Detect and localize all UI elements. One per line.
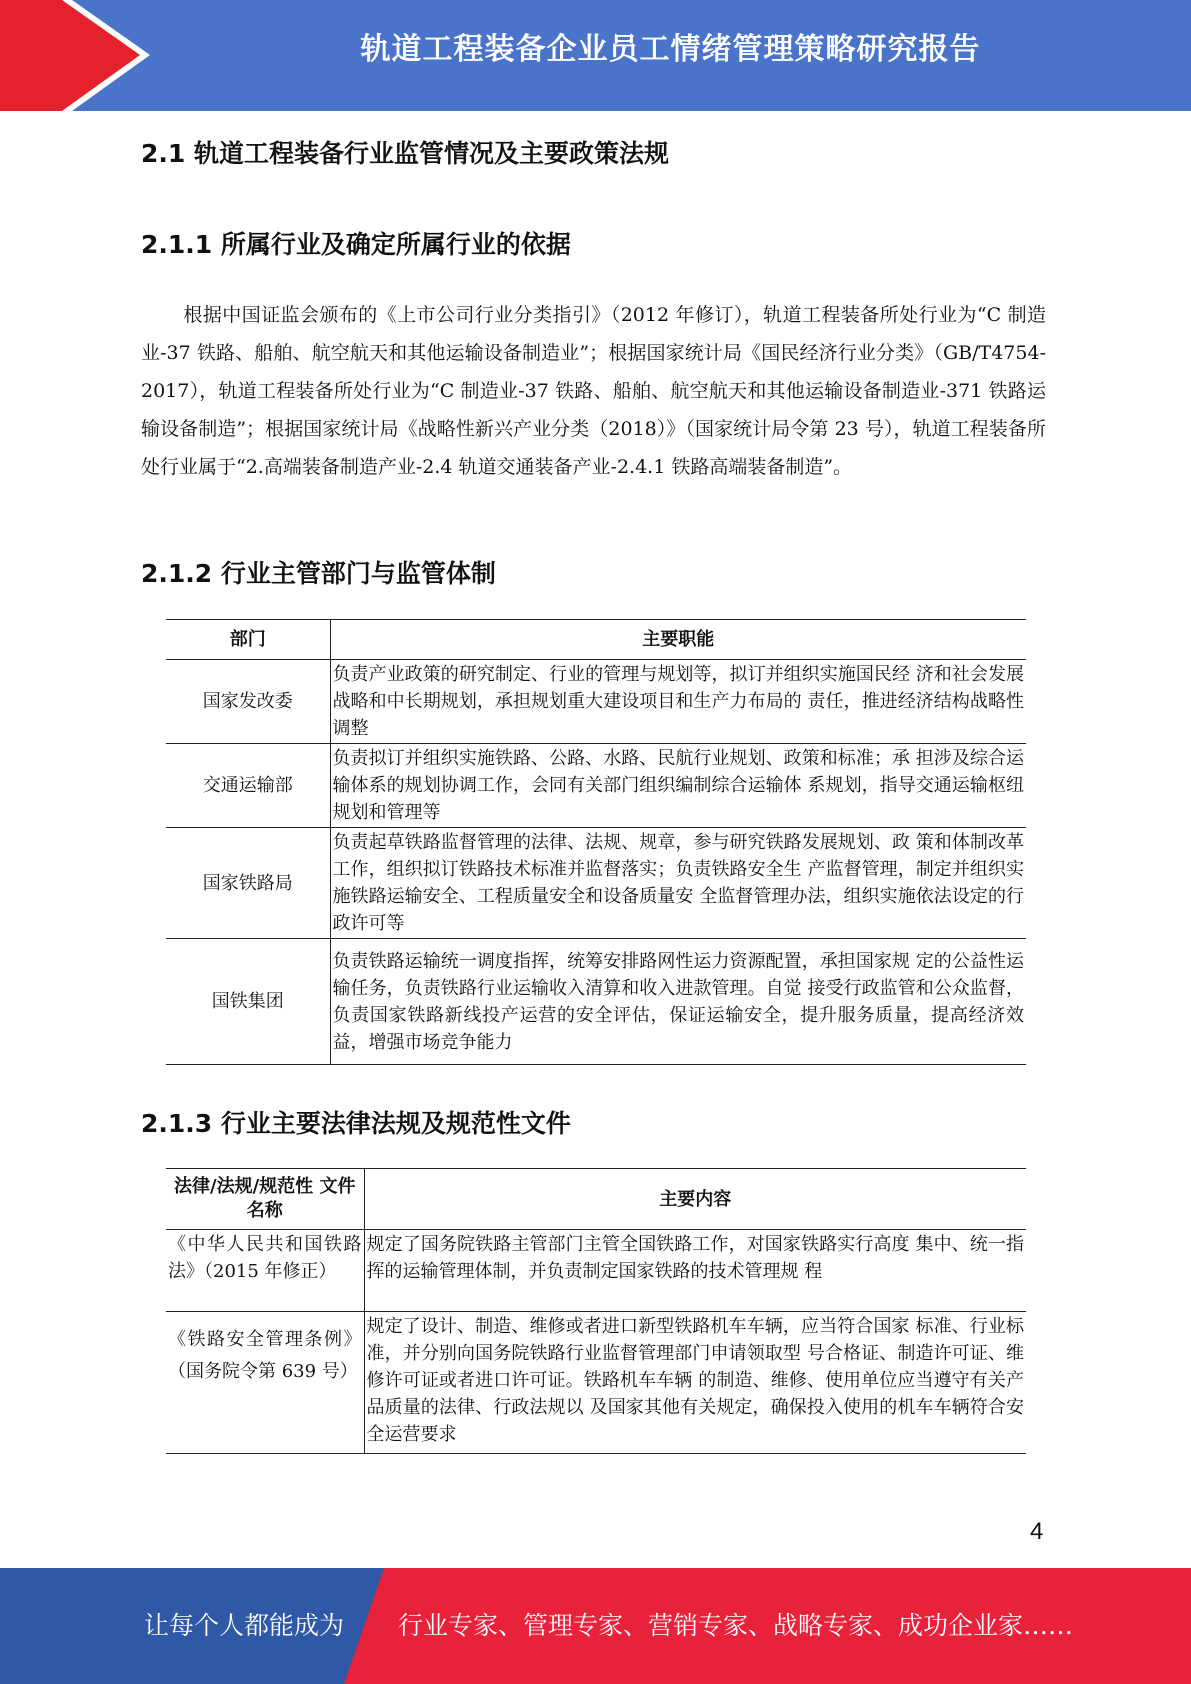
department-functions: 负责产业政策的研究制定、行业的管理与规划等，拟订并组织实施国民经 济和社会发展战略和中长期规划，承担规划重大建设项目和生产力布局的 责任，推进经济结构战略性调整 xyxy=(330,660,1026,744)
section-heading-2-1-2: 2.1.2 行业主管部门与监管体制 xyxy=(141,559,496,588)
page-header xyxy=(0,0,1191,111)
department-name: 国家铁路局 xyxy=(166,828,330,939)
department-name: 国家发改委 xyxy=(166,660,330,744)
table-row xyxy=(166,828,1026,939)
footer-slogan-left: 让每个人都能成为 xyxy=(144,1611,345,1640)
header-department: 部门 xyxy=(166,620,330,660)
law-name: 《铁路安全管理条例》（国务院令第 639 号） xyxy=(166,1312,364,1454)
table-header-row xyxy=(166,1169,1026,1230)
table-row xyxy=(166,744,1026,828)
footer-slogan-right: 行业专家、管理专家、营销专家、战略专家、成功企业家…… xyxy=(398,1611,1074,1640)
regulatory-departments-table xyxy=(166,619,1026,1065)
industry-classification-paragraph xyxy=(141,296,1046,486)
law-name: 《中华人民共和国铁路法》（2015 年修正） xyxy=(166,1230,364,1312)
table-row xyxy=(166,660,1026,744)
paragraph-text: 根据中国证监会颁布的《上市公司行业分类指引》（2012 年修订），轨道工程装备所处行业为“C 制造业-37 铁路、船舶、航空航天和其他运输设备制造业”；根据国家统计局《国民经济行业分类》（GB/T4754-2017），轨道工程装备所处行业为“C 制造业-37 铁路、船舶、航空航天和其他运输设备制造业-371 铁路运输设备制造”；根据国家统计局《战略性新兴产业分类（2018）》（国家统计局令第 23 号），轨道工程装备所处行业属于“2.高端装备制造产业-2.4 轨道交通装备产业-2.4.1 铁路高端装备制造”。 xyxy=(141,304,1046,478)
laws-regulations-table xyxy=(166,1168,1026,1454)
department-functions: 负责拟订并组织实施铁路、公路、水路、民航行业规划、政策和标准；承 担涉及综合运输体系的规划协调工作，会同有关部门组织编制综合运输体 系规划，指导交通运输枢纽规划和管理等 xyxy=(330,744,1026,828)
department-name: 国铁集团 xyxy=(166,939,330,1065)
section-heading-2-1: 2.1 轨道工程装备行业监管情况及主要政策法规 xyxy=(141,139,669,168)
law-content: 规定了国务院铁路主管部门主管全国铁路工作，对国家铁路实行高度 集中、统一指挥的运输管理体制，并负责制定国家铁路的技术管理规 程 xyxy=(364,1230,1026,1312)
department-functions: 负责起草铁路监督管理的法律、法规、规章，参与研究铁路发展规划、政 策和体制改革工作，组织拟订铁路技术标准并监督落实；负责铁路安全生 产监督管理，制定并组织实施铁路运输安全、工程质量安全和设备质量安 全监督管理办法，组织实施依法设定的行政许可等 xyxy=(330,828,1026,939)
header-main-content: 主要内容 xyxy=(364,1169,1026,1230)
department-functions: 负责铁路运输统一调度指挥，统筹安排路网性运力资源配置，承担国家规 定的公益性运输任务，负责铁路行业运输收入清算和收入进款管理。自觉 接受行政监管和公众监督，负责国家铁路新线投产运营的安全评估，保证运输安全，提升服务质量，提高经济效益，增强市场竞争能力 xyxy=(330,939,1026,1065)
page-number: 4 xyxy=(1030,1518,1044,1545)
table-header-row xyxy=(166,620,1026,660)
section-heading-2-1-1: 2.1.1 所属行业及确定所属行业的依据 xyxy=(141,230,571,259)
table-row xyxy=(166,1230,1026,1312)
header-law-name: 法律/法规/规范性 文件名称 xyxy=(166,1169,364,1230)
header-title: 轨道工程装备企业员工情绪管理策略研究报告 xyxy=(360,32,981,67)
section-heading-2-1-3: 2.1.3 行业主要法律法规及规范性文件 xyxy=(141,1109,571,1138)
department-name: 交通运输部 xyxy=(166,744,330,828)
law-content: 规定了设计、制造、维修或者进口新型铁路机车车辆，应当符合国家 标准、行业标准，并分别向国务院铁路行业监督管理部门申请领取型 号合格证、制造许可证、维修许可证或者进口许可证。铁路机车车辆 的制造、维修、使用单位应当遵守有关产品质量的法律、行政法规以 及国家其他有关规定，确保投入使用的机车车辆符合安全运营要求 xyxy=(364,1312,1026,1454)
table-row xyxy=(166,1312,1026,1454)
table-row xyxy=(166,939,1026,1065)
page-footer xyxy=(0,1568,1191,1684)
header-main-functions: 主要职能 xyxy=(330,620,1026,660)
